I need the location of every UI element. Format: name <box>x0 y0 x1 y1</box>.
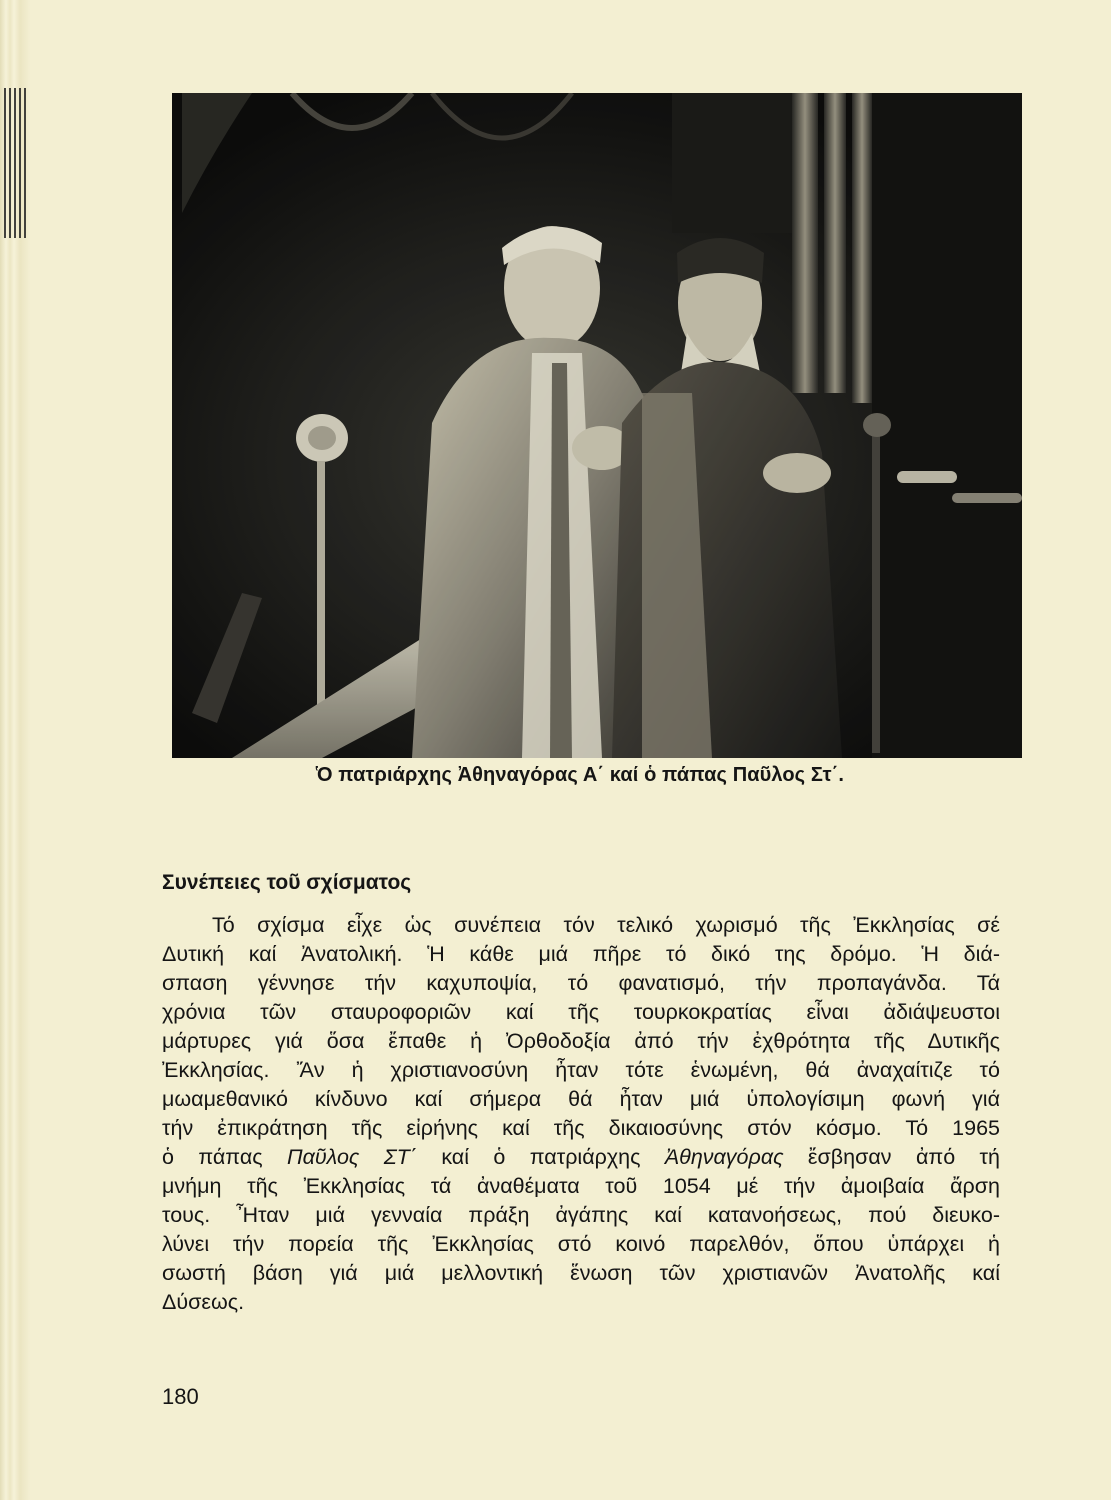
body-line-with-italic-names <box>162 1144 1000 1170</box>
body-line: σπαση γέννησε τήν καχυποψία, τό φανατισμό, τήν προπαγάνδα. Τά <box>162 971 1000 995</box>
page-number: 180 <box>162 1384 199 1409</box>
body-line: τήν ἐπικράτηση τῆς εἰρήνης καί τῆς δικαιοσύνης στόν κόσμο. Τό 1965 <box>162 1116 1000 1140</box>
body-line: Ἐκκλησίας. Ἄν ἡ χριστιανοσύνη ἦταν τότε ἑνωμένη, θά ἀναχαίτιζε τό <box>162 1058 1000 1082</box>
photo-caption: Ὁ πατριάρχης Ἀθηναγόρας Α΄ καί ὁ πάπας Παῦλος Στ΄. <box>315 764 845 786</box>
body-line: μνήμη τῆς Ἐκκλησίας τά ἀναθέματα τοῦ 1054 μέ τήν ἀμοιβαία ἄρση <box>162 1174 1000 1198</box>
body-line: Τό σχίσμα εἶχε ὡς συνέπεια τόν τελικό χωρισμό τῆς Ἐκκλησίας σέ <box>212 913 1000 937</box>
body-line: σωστή βάση γιά μιά μελλοντική ἕνωση τῶν χριστιανῶν Ἀνατολῆς καί <box>162 1261 1000 1285</box>
pope-name: Παῦλος ΣΤ΄ <box>287 1145 417 1169</box>
section-heading: Συνέπειες τοῦ σχίσματος <box>162 871 412 894</box>
binding-marks <box>4 88 26 238</box>
body-line: χρόνια τῶν σταυροφοριῶν καί τῆς τουρκοκρατίας εἶναι ἀδιάψευστοι <box>162 1000 1000 1024</box>
patriarch-name: Ἀθηναγόρας <box>664 1145 784 1169</box>
body-line: λύνει τήν πορεία τῆς Ἐκκλησίας στό κοινό παρελθόν, ὅπου ὑπάρχει ἡ <box>162 1232 1000 1256</box>
body-text-segment: ἔσβησαν ἀπό τή <box>783 1145 1000 1169</box>
body-line: Δυτική καί Ἀνατολική. Ἡ κάθε μιά πῆρε τό δικό της δρόμο. Ἡ διά- <box>162 942 1000 966</box>
photograph-patriarch-and-pope <box>172 93 1022 758</box>
body-text-segment: καί ὁ πατριάρχης <box>416 1145 665 1169</box>
body-line: μωαμεθανικό κίνδυνο καί σήμερα θά ἦταν μιά ὑπολογίσιμη φωνή γιά <box>162 1087 1000 1111</box>
body-line: Δύσεως. <box>162 1290 245 1314</box>
body-line: τους. Ἦταν μιά γενναία πράξη ἀγάπης καί κατανοήσεως, πού διευκο- <box>162 1203 1000 1227</box>
page-edge <box>0 0 30 1500</box>
body-text-segment: ὁ πάπας <box>162 1145 288 1169</box>
body-line: μάρτυρες γιά ὅσα ἔπαθε ἡ Ὀρθοδοξία ἀπό τήν ἐχθρότητα τῆς Δυτικῆς <box>162 1029 1000 1053</box>
